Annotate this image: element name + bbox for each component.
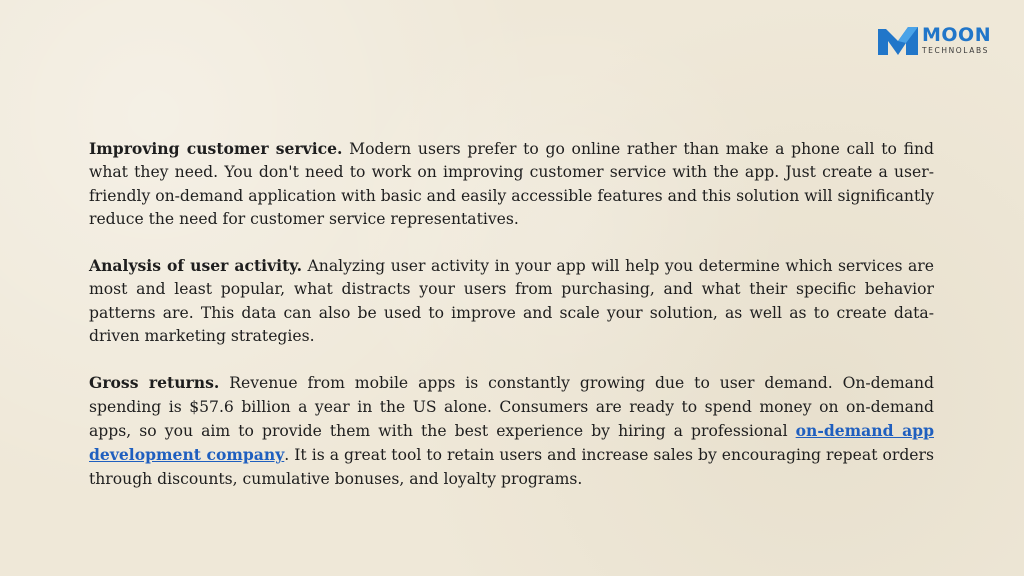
on-demand-app-development-link[interactable]: on-demand app development company xyxy=(89,420,934,465)
body-content xyxy=(89,137,934,514)
moon-technolabs-logo-icon xyxy=(878,25,918,55)
logo-name: MOON xyxy=(922,23,992,46)
paragraph-text-before-link: Revenue from mobile apps is constantly growing due to user demand. On-demand spending is $57.6 billion a year in the US alone. Consumers are ready to spend money on on-demand apps, so you aim to provide them with the best experience by hiring a professional xyxy=(89,374,935,440)
paragraph-user-activity xyxy=(89,254,934,348)
paragraph-gross-returns xyxy=(89,371,934,490)
logo-subtitle: TECHNOLABS xyxy=(922,45,989,55)
paragraph-heading: Improving customer service. xyxy=(89,139,343,158)
paragraph-heading: Gross returns. xyxy=(89,373,220,393)
paragraph-heading: Analysis of user activity. xyxy=(89,256,302,276)
paragraph-text-after-link: . It is a great tool to retain users and increase sales by encouraging repeat orders through discounts, cumulative bonuses, and loyalty programs. xyxy=(89,446,934,488)
brand-logo xyxy=(878,24,991,56)
paragraph-text: Modern users prefer to go online rather than make a phone call to find what they need. You don't need to work on improving customer service with the app. Just create a user-friendly on-demand application with basic and easily accessible features and this solution will significantly reduce the need for customer service representatives. xyxy=(89,140,935,228)
paragraph-customer-service xyxy=(89,137,934,231)
logo-text xyxy=(922,23,992,55)
paragraph-text: Analyzing user activity in your app will help you determine which services are most and least popular, what distracts your users from purchasing, and what their specific behavior patterns are. This data can also be used to improve and scale your solution, as well as to create data-driven marketing strategies. xyxy=(89,257,934,346)
